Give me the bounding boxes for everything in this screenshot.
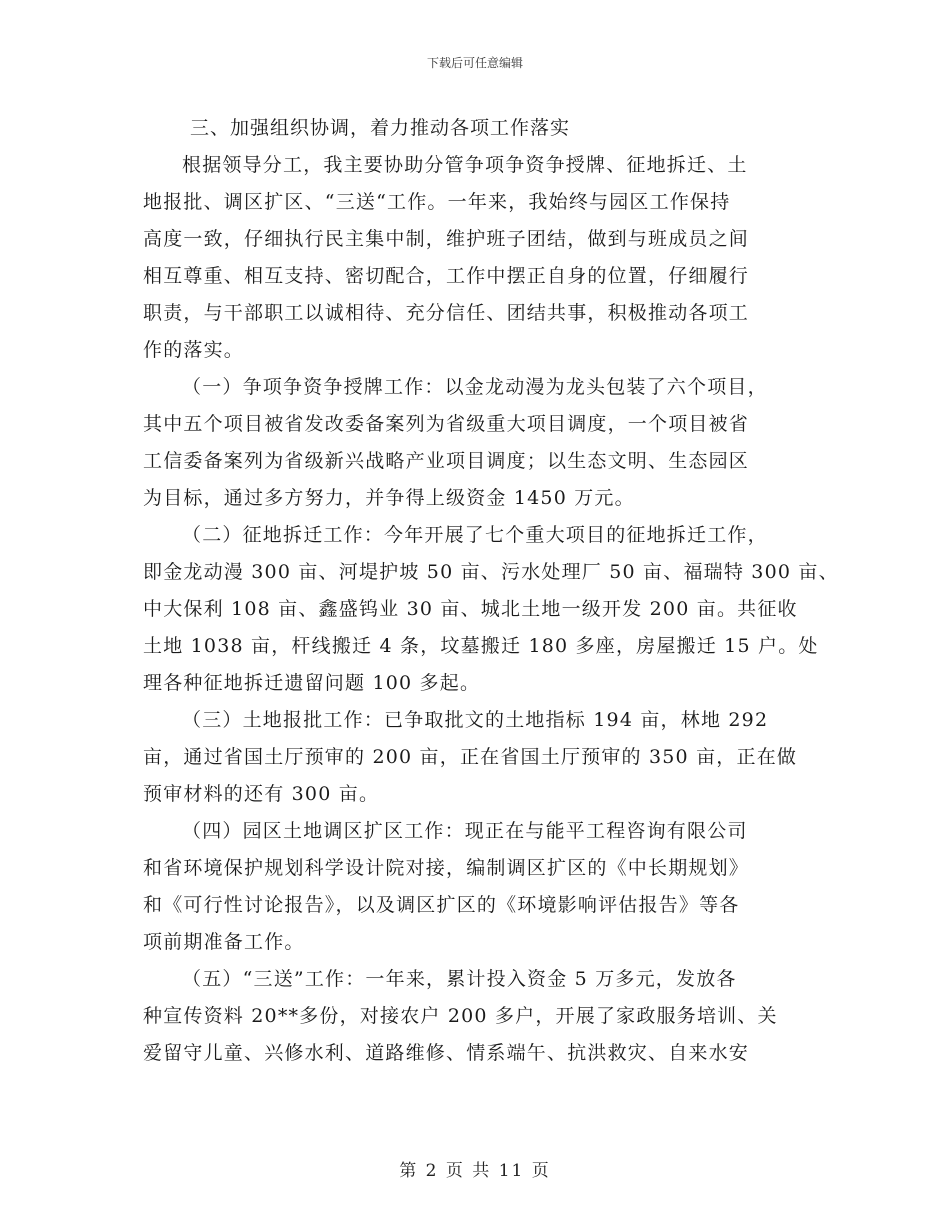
paragraph-line: 高度一致，仔细执行民主集中制，维护班子团结，做到与班成员之间 [143,228,750,250]
paragraph-line: 和省环境保护规划科学设计院对接，编制调区扩区的《中长期规划》 [143,857,750,879]
paragraph-line: 职责，与干部职工以诚相待、充分信任、团结共事，积极推动各项工 [143,302,750,324]
paragraph-line: 地报批、调区扩区、“三送“工作。一年来，我始终与园区工作保持 [143,191,731,213]
paragraph-line: 根据领导分工，我主要协助分管争项争资争授牌、征地拆迁、土 [182,154,748,176]
header-note: 下载后可任意编辑 [426,56,523,70]
paragraph-line: 工信委备案列为省级新兴战略产业项目调度；以生态文明、生态园区 [143,450,750,472]
paragraph-line: 和《可行性讨论报告》，以及调区扩区的《环境影响评估报告》等各 [143,894,740,916]
paragraph-line: 作的落实。 [143,339,245,361]
section-heading: 三、加强组织协调，着力推动各项工作落实 [190,117,571,139]
paragraph-line: （二）征地拆迁工作：今年开展了七个重大项目的征地拆迁工作， [182,524,768,546]
paragraph-line: 理各种征地拆迁遗留问题 100 多起。 [143,672,481,694]
page-number-footer: 第 2 页 共 11 页 [399,1161,551,1181]
paragraph-line: （四）园区土地调区扩区工作：现正在与能平工程咨询有限公司 [182,820,748,842]
paragraph [143,147,823,369]
paragraph-line: 种宣传资料 20**多份，对接农户 200 多户，开展了家政服务培训、关 [143,1005,778,1027]
paragraph-line: 中大保利 108 亩、鑫盛钨业 30 亩、城北土地一级开发 200 亩。共征收 [143,598,798,620]
paragraph-line: 项前期准备工作。 [143,931,305,953]
paragraph [143,813,823,961]
paragraph-line: 即金龙动漫 300 亩、河堤护坡 50 亩、污水处理厂 50 亩、福瑞特 300 亩、 [143,561,839,583]
paragraph-line: （一）争项争资争授牌工作：以金龙动漫为龙头包装了六个项目， [182,376,768,398]
paragraph-line: 预审材料的还有 300 亩。 [143,783,380,805]
document-body [143,110,839,1072]
paragraph [143,369,823,517]
paragraph-line: （三）土地报批工作：已争取批文的土地指标 194 亩，林地 292 [182,709,769,731]
paragraph-line: 土地 1038 亩，杆线搬迁 4 条，坟墓搬迁 180 多座，房屋搬迁 15 户。处 [143,635,819,657]
paragraph-line: 为目标，通过多方努力，并争得上级资金 1450 万元。 [143,487,635,509]
paragraph [143,961,823,1072]
paragraph [143,517,839,702]
paragraph-line: （五）“三送”工作：一年来，累计投入资金 5 万多元，发放各 [182,968,737,990]
paragraph-line: 亩，通过省国土厅预审的 200 亩，正在省国土厅预审的 350 亩，正在做 [143,746,798,768]
paragraph-line: 其中五个项目被省发改委备案列为省级重大项目调度，一个项目被省 [143,413,750,435]
paragraph-line: 相互尊重、相互支持、密切配合，工作中摆正自身的位置，仔细履行 [143,265,750,287]
paragraph-line: 爱留守儿童、兴修水利、道路维修、情系端午、抗洪救灾、自来水安 [143,1042,750,1064]
paragraph [143,702,823,813]
